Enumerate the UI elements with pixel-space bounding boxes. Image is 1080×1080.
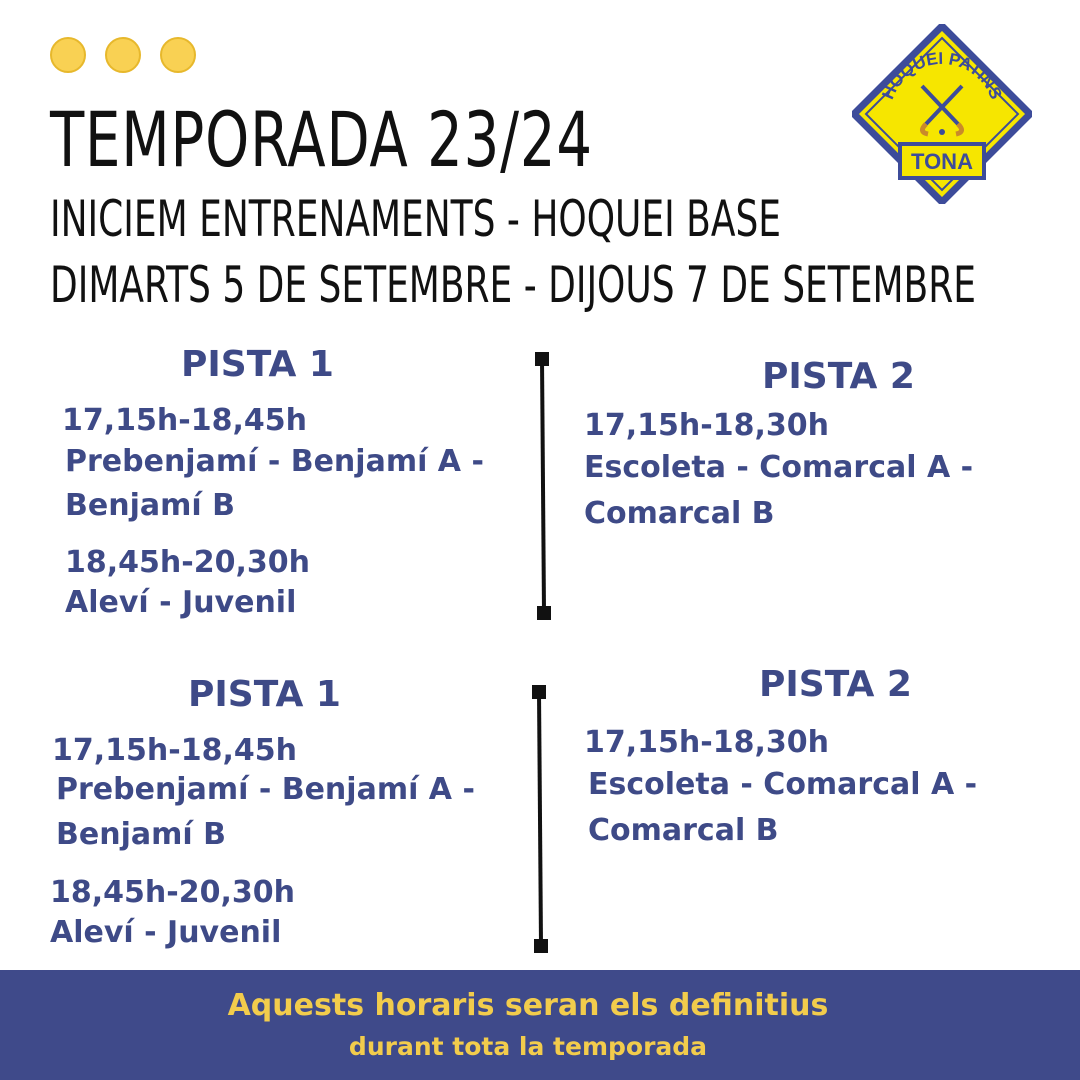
- yellow-dot-icon: [160, 37, 196, 73]
- block1-left-time-2: 18,45h-20,30h: [65, 545, 310, 580]
- block2-left-cats-2: Aleví - Juvenil: [50, 915, 282, 950]
- block2-right-pista: PISTA 2: [759, 664, 912, 705]
- block1-left-cats-1-line1: Prebenjamí - Benjamí A -: [65, 444, 484, 479]
- block1-left-cats-1-line2: Benjamí B: [65, 488, 235, 523]
- block2-right-cats-1-line2: Comarcal B: [588, 813, 779, 848]
- yellow-dot-icon: [50, 37, 86, 73]
- block1-right-pista: PISTA 2: [762, 356, 915, 397]
- block1-left-cats-2: Aleví - Juvenil: [65, 585, 297, 620]
- yellow-dot-icon: [105, 37, 141, 73]
- footer-line-2: durant tota la temporada: [348, 1032, 708, 1061]
- page-title: TEMPORADA 23/24: [50, 95, 593, 184]
- decorative-dots: [50, 37, 196, 73]
- subtitle-dates: DIMARTS 5 DE SETEMBRE - DIJOUS 7 DE SETEMBRE: [50, 256, 976, 314]
- column-divider: [530, 350, 554, 622]
- block2-left-time-2: 18,45h-20,30h: [50, 875, 295, 910]
- block2-left-time-1: 17,15h-18,45h: [52, 733, 297, 768]
- footer-banner: [0, 970, 1080, 1080]
- subtitle-trainings: INICIEM ENTRENAMENTS - HOQUEI BASE: [50, 190, 782, 248]
- column-divider: [528, 683, 552, 955]
- logo-box-text: TONA: [911, 149, 973, 174]
- footer-line-1: Aquests horaris seran els definitius: [227, 988, 829, 1023]
- block1-right-cats-1-line1: Escoleta - Comarcal A -: [584, 450, 974, 485]
- block1-right-cats-1-line2: Comarcal B: [584, 496, 775, 531]
- block2-right-cats-1-line1: Escoleta - Comarcal A -: [588, 767, 978, 802]
- block1-left-pista: PISTA 1: [181, 344, 334, 385]
- block2-right-time-1: 17,15h-18,30h: [584, 725, 829, 760]
- block1-left-time-1: 17,15h-18,45h: [62, 403, 307, 438]
- block2-left-cats-1-line1: Prebenjamí - Benjamí A -: [56, 772, 475, 807]
- block1-right-time-1: 17,15h-18,30h: [584, 408, 829, 443]
- logo-arc-text: HOQUEI PATINS: [878, 48, 1006, 103]
- block2-left-cats-1-line2: Benjamí B: [56, 817, 226, 852]
- hoquei-patins-tona-logo: [852, 24, 1032, 204]
- block2-left-pista: PISTA 1: [188, 674, 341, 715]
